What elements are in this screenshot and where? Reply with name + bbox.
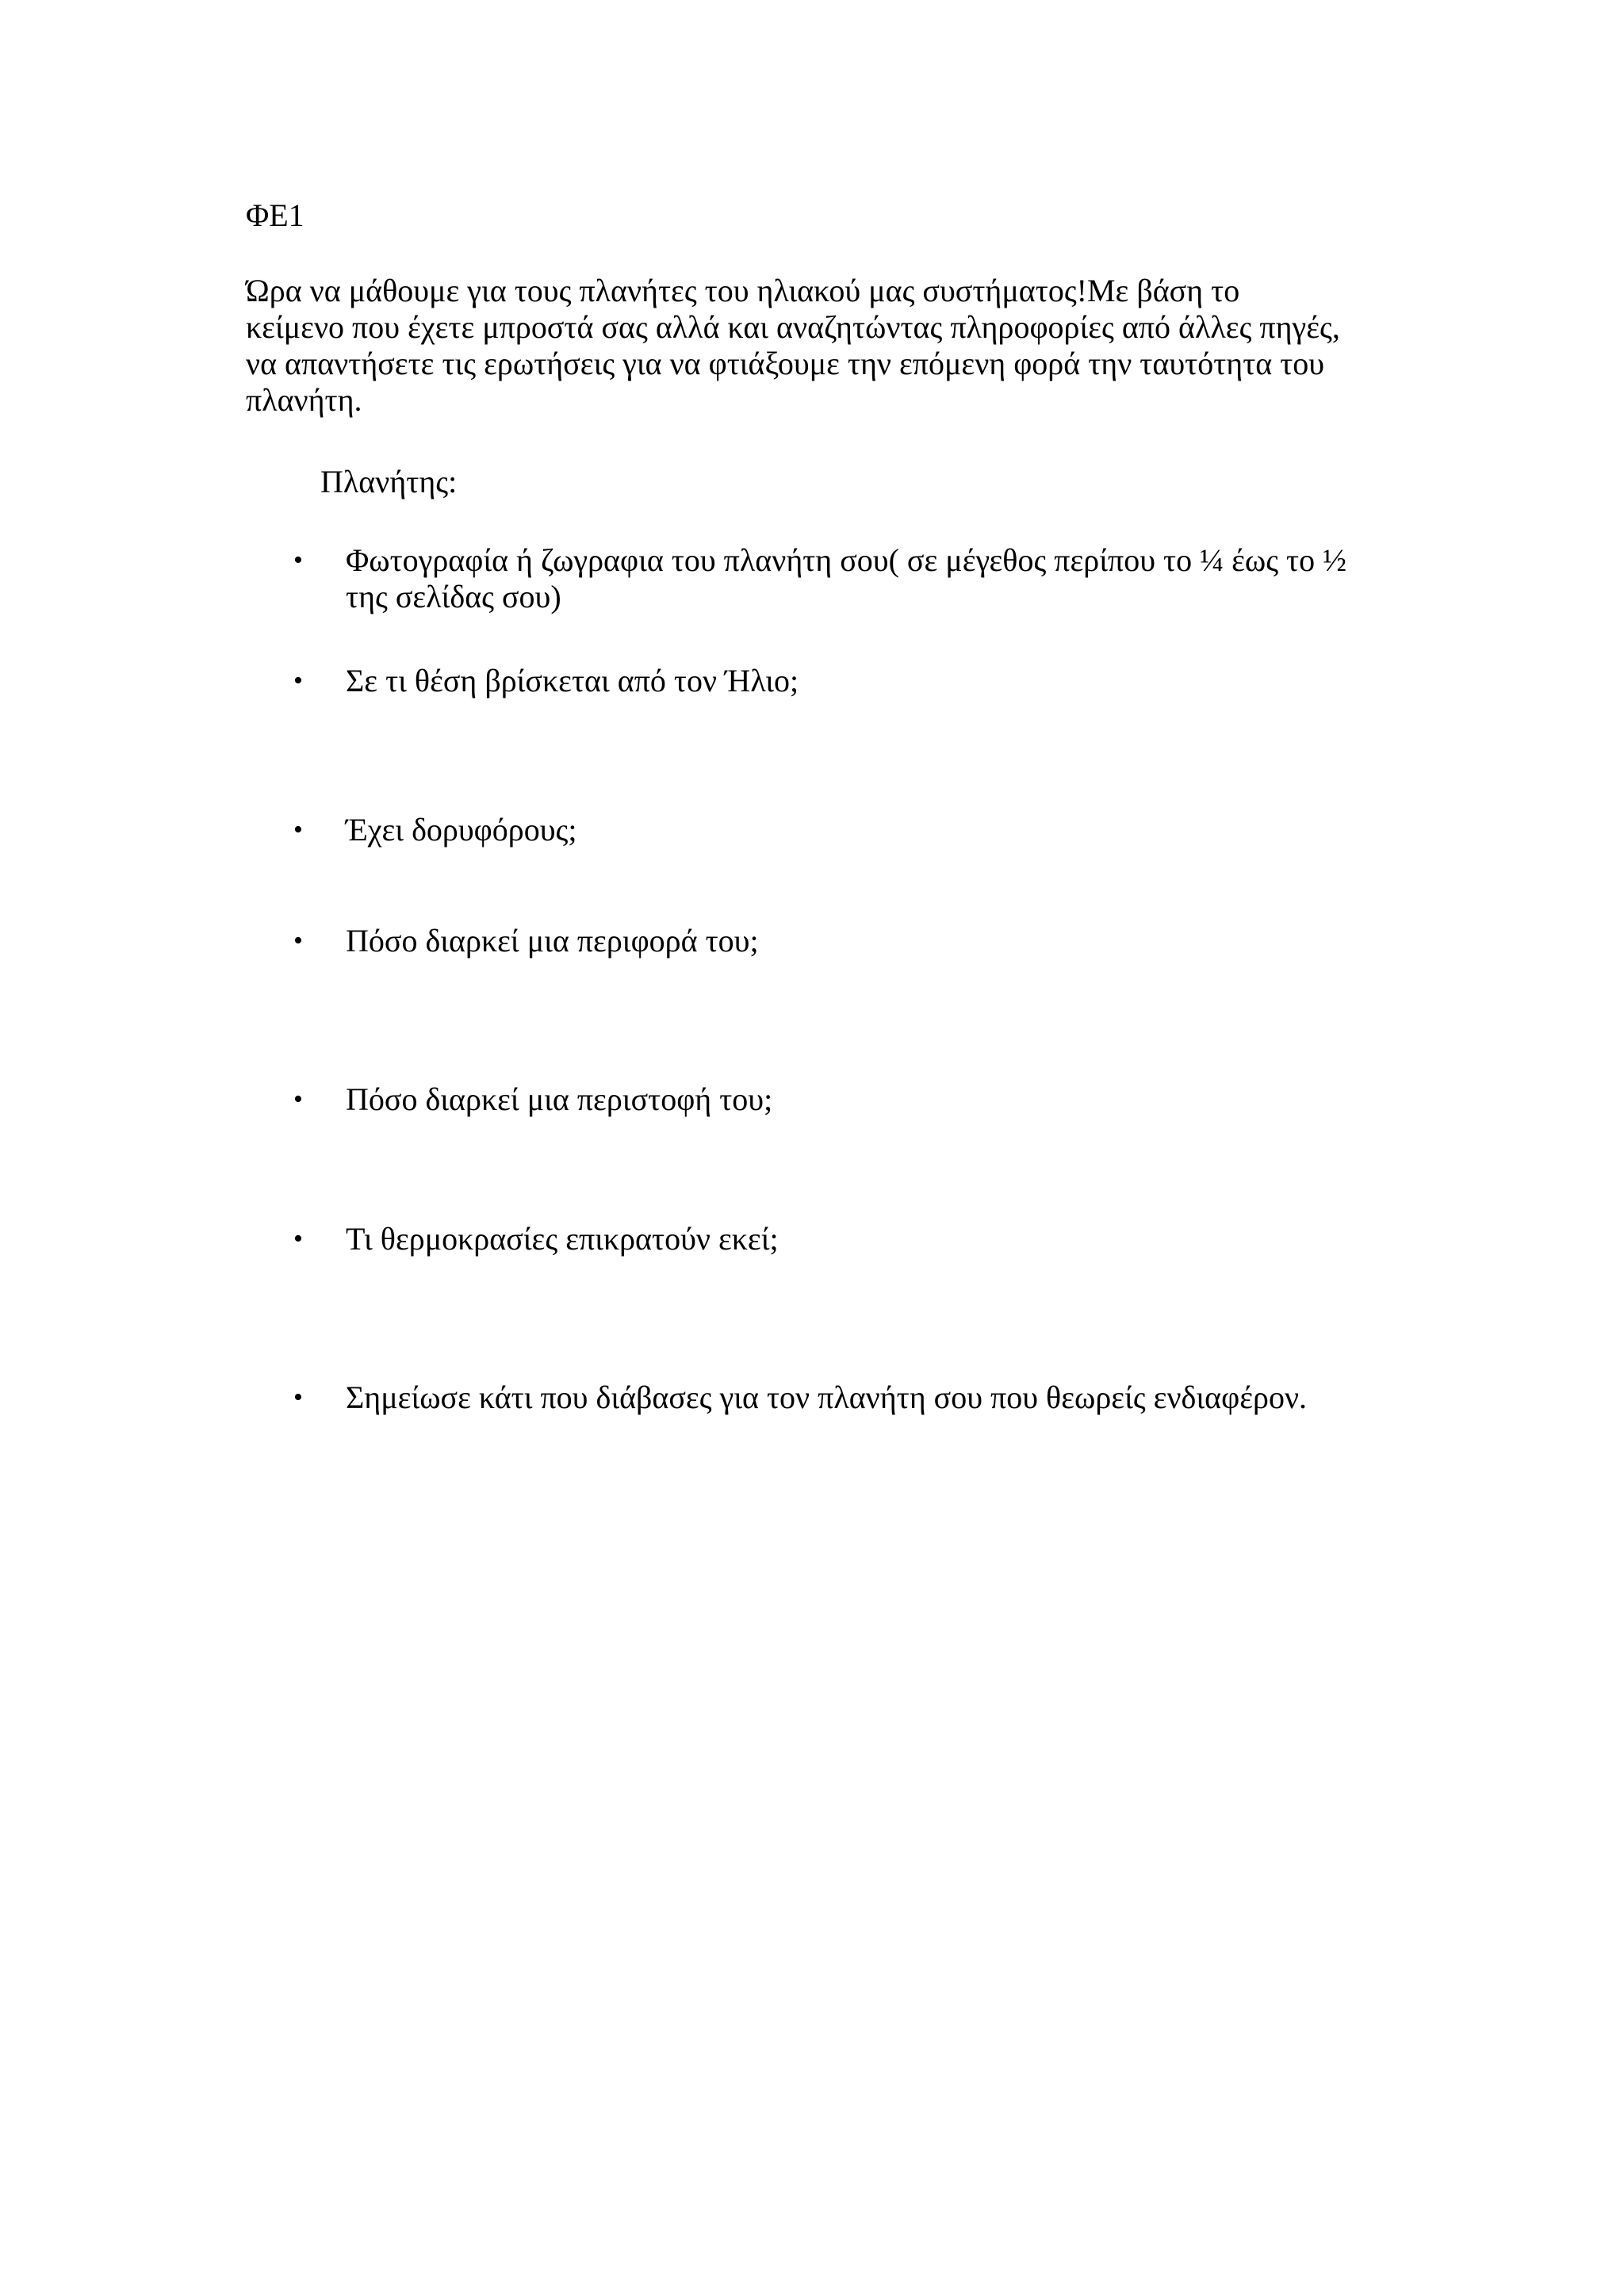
question-text: [346, 1081, 1416, 1118]
intro-paragraph: [246, 273, 1396, 419]
question-line: Σε τι θέση βρίσκεται από τον Ήλιο;: [346, 663, 799, 698]
bullet-icon: •: [293, 1224, 303, 1253]
bullet-icon: •: [293, 926, 303, 955]
question-line: Πόσο διαρκεί μια περιστοφή του;: [346, 1081, 773, 1117]
document-code: ΦΕ1: [246, 197, 304, 233]
bullet-icon: •: [293, 545, 303, 575]
bullet-icon: •: [293, 666, 303, 695]
question-text: [346, 812, 1416, 848]
planet-label: Πλανήτης:: [320, 464, 458, 499]
question-line: Πόσο διαρκεί μια περιφορά του;: [346, 923, 759, 959]
bullet-icon: •: [293, 815, 303, 844]
question-line: Τι θερμοκρασίες επικρατούν εκεί;: [346, 1221, 779, 1257]
question-text: [346, 1380, 1416, 1416]
question-line: Έχει δορυφόρους;: [346, 812, 577, 848]
question-text: [346, 663, 1416, 699]
intro-line: πλανήτη.: [246, 382, 362, 418]
question-text: [346, 1221, 1416, 1257]
question-text: [346, 542, 1416, 615]
bullet-icon: •: [293, 1383, 303, 1412]
bullet-icon: •: [293, 1085, 303, 1114]
question-line: της σελίδας σου): [346, 579, 561, 614]
intro-line: κείμενο που έχετε μπροστά σας αλλά και αναζητώντας πληροφορίες από άλλες πηγές,: [246, 309, 1340, 345]
question-line: Σημείωσε κάτι που διάβασες για τον πλανήτη σου που θεωρείς ενδιαφέρον.: [346, 1380, 1308, 1415]
question-text: [346, 923, 1416, 959]
question-line: Φωτογραφία ή ζωγραφια του πλανήτη σου( σε μέγεθος περίπου το ¼ έως το ½: [346, 542, 1347, 578]
intro-line: Ώρα να μάθουμε για τους πλανήτες του ηλιακού μας συστήματος!Με βάση το: [246, 273, 1240, 308]
intro-line: να απαντήσετε τις ερωτήσεις για να φτιάξουμε την επόμενη φορά την ταυτότητα του: [246, 346, 1325, 381]
